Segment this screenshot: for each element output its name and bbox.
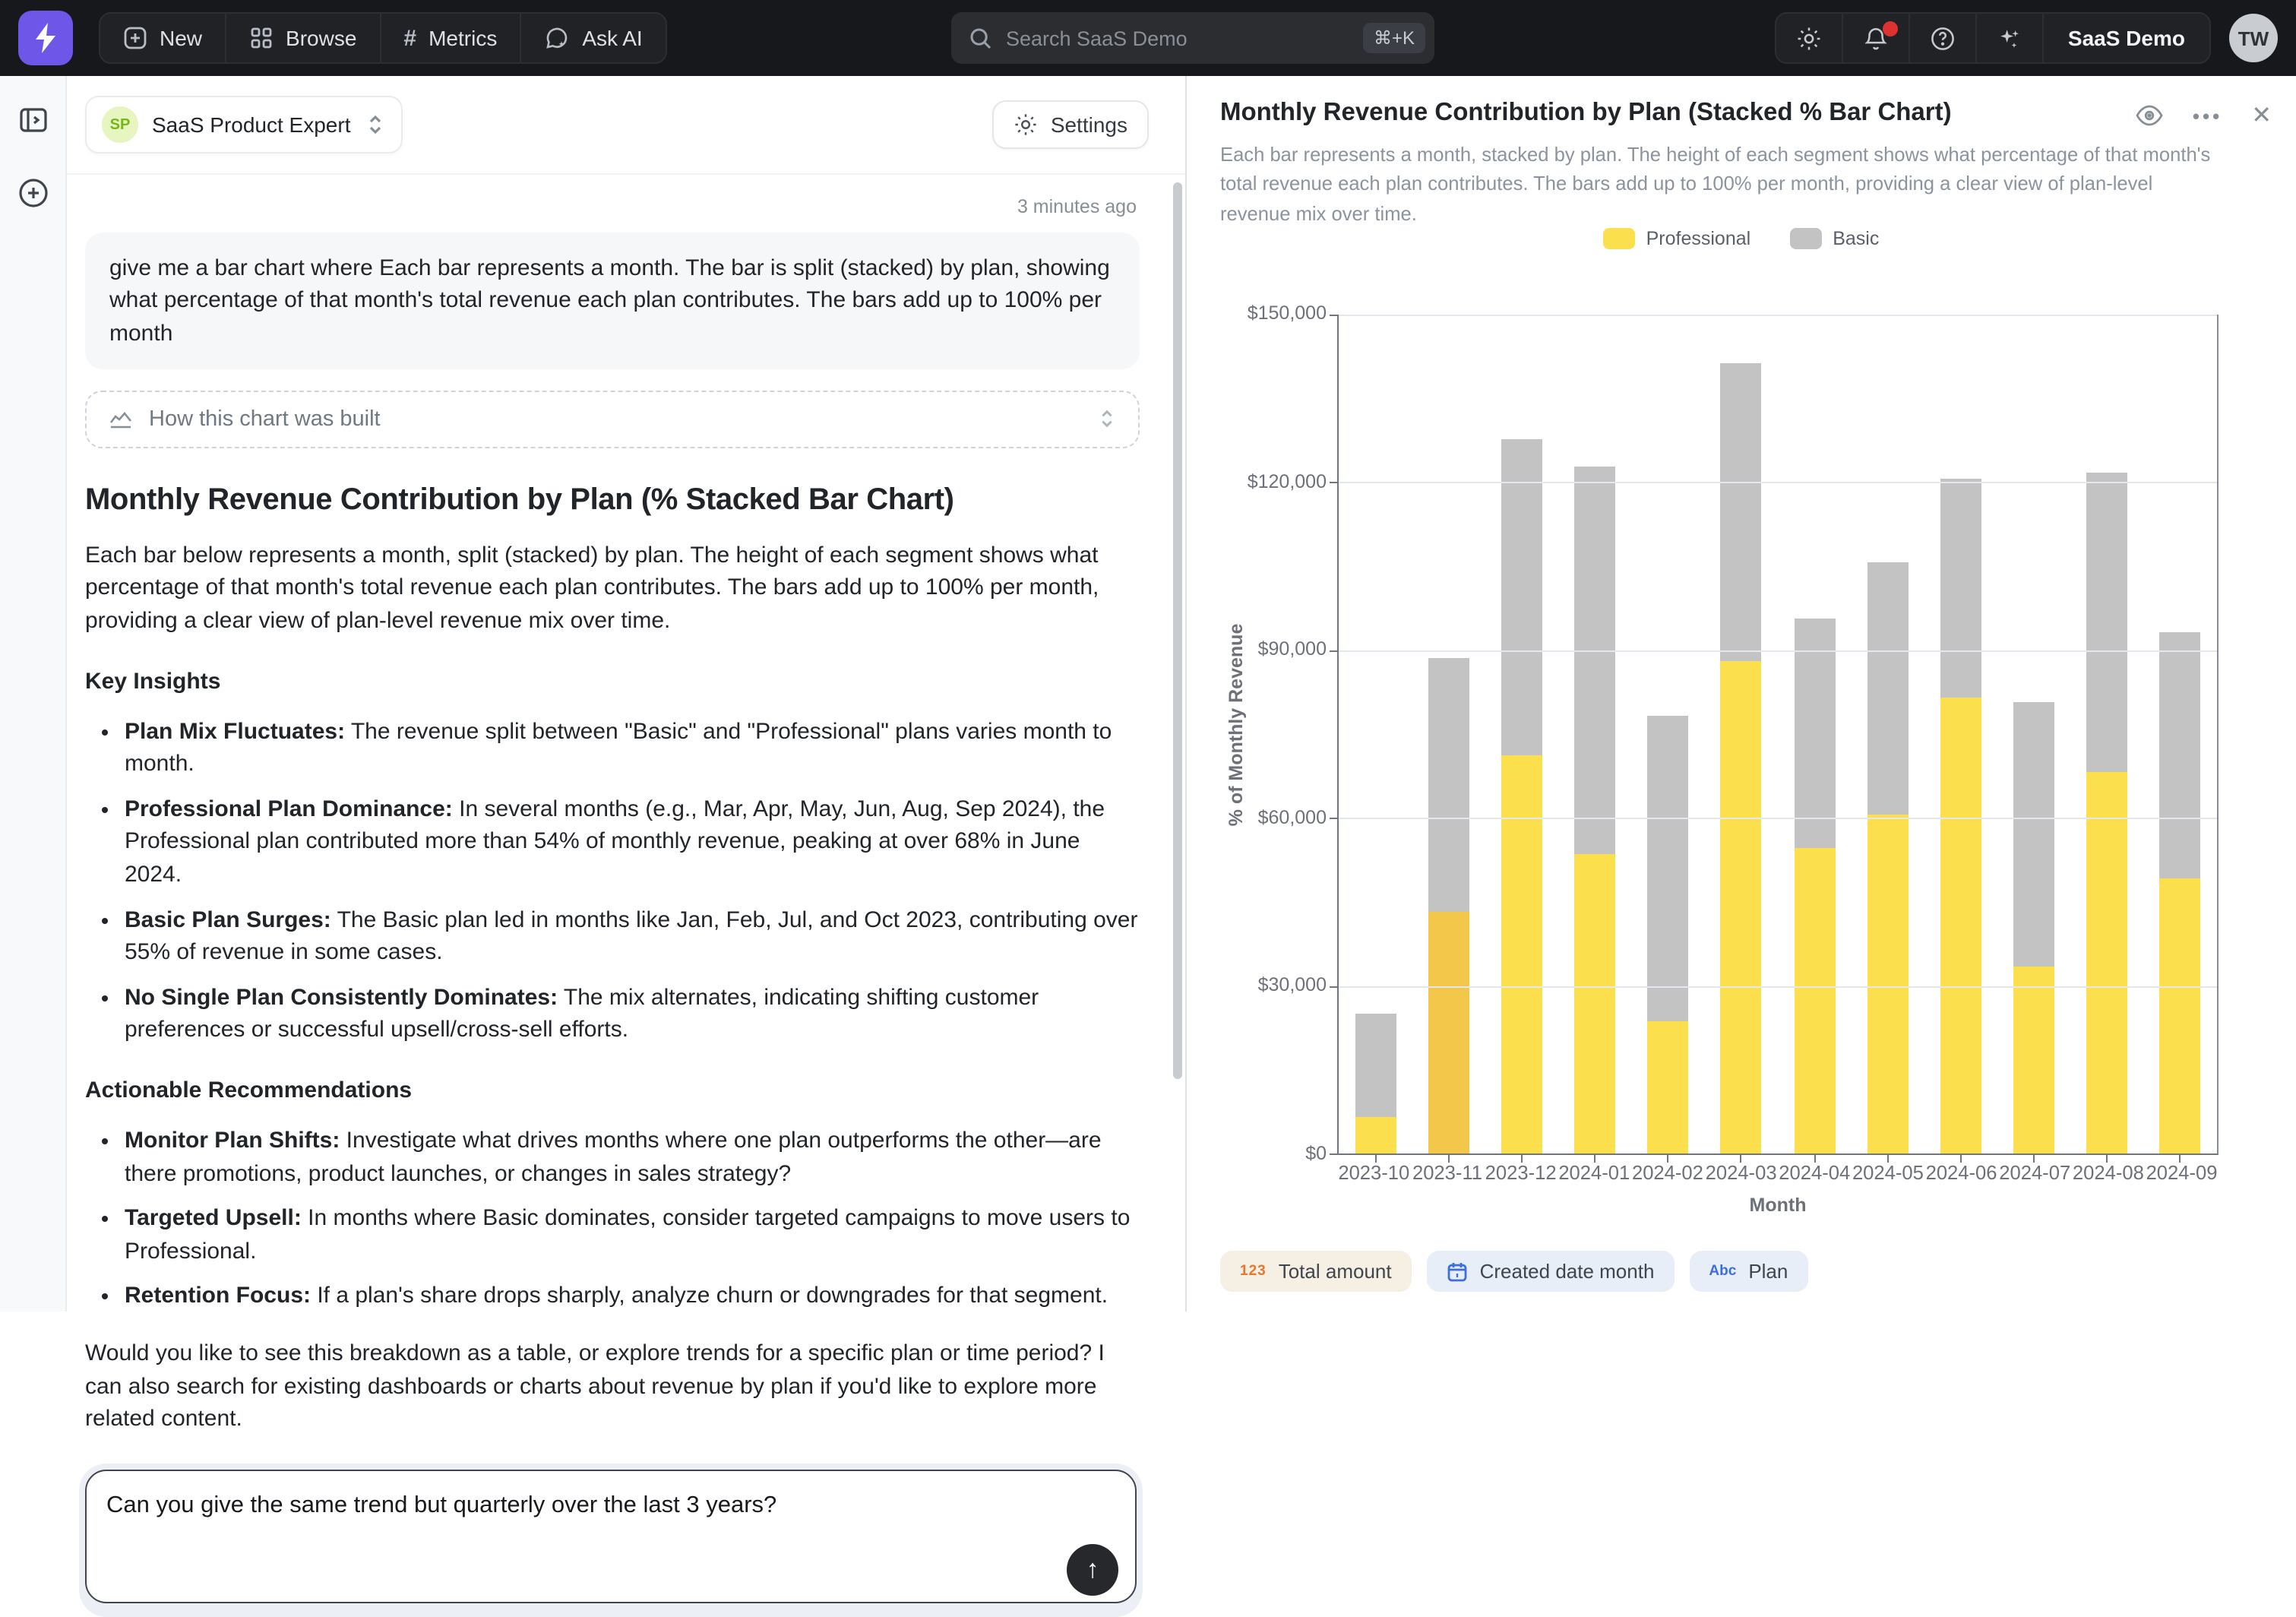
y-axis-tick-label: $60,000 [1257, 806, 1327, 828]
gridline [1339, 483, 2217, 484]
primary-nav [99, 12, 667, 64]
chevron-selector-icon [1097, 408, 1117, 431]
x-axis-tick-label: 2024-03 [1705, 1161, 1777, 1184]
nav-browse-button[interactable] [226, 14, 381, 62]
bar-segment-basic[interactable] [1867, 562, 1909, 815]
list-item: • Monitor Plan Shifts: Investigate what drives months where one plan outperforms the other—are there promotions, product launches, or changes in sales strategy? [125, 1125, 1140, 1190]
bar-segment-professional[interactable] [2013, 966, 2054, 1153]
chart-plot-area [1337, 315, 2219, 1155]
top-bar [0, 0, 2296, 76]
gridline [1339, 315, 2217, 316]
chat-scrollbar-thumb[interactable] [1173, 182, 1182, 1079]
y-axis-tick-label: $90,000 [1257, 638, 1327, 660]
nav-metrics-button[interactable] [381, 14, 521, 62]
gridline [1339, 818, 2217, 819]
dimension-badge-plan[interactable] [1689, 1251, 1807, 1292]
bar-segment-professional[interactable] [2160, 879, 2201, 1153]
article-closing: Would you like to see this breakdown as a table, or explore trends for a specific plan or time period? I can also search for existing dashboards or charts about revenue by plan if you'd like to explore more related content. [85, 1340, 1105, 1432]
toggle-sidebar-button[interactable] [13, 100, 52, 140]
notifications-button[interactable] [1843, 14, 1910, 62]
chat-input[interactable] [85, 1470, 1137, 1603]
x-axis-tick-label: 2024-07 [1999, 1161, 2071, 1184]
bar-2024-04[interactable] [1778, 315, 1851, 1153]
global-search-input[interactable] [951, 12, 1434, 64]
x-axis-tick-label: 2023-10 [1338, 1161, 1410, 1184]
legend-swatch [1790, 228, 1822, 249]
y-axis-tick-label: $0 [1305, 1143, 1327, 1164]
bar-2023-11[interactable] [1412, 315, 1485, 1153]
y-axis-tick [1330, 818, 1339, 819]
abc-icon: Abc [1709, 1263, 1737, 1280]
badge-label: Created date month [1479, 1260, 1655, 1283]
sparkles-icon [1997, 25, 2022, 51]
x-axis-tick-label: 2024-09 [2146, 1161, 2218, 1184]
x-axis-tick-label: 2024-02 [1631, 1161, 1703, 1184]
y-axis-tick-label: $30,000 [1257, 974, 1327, 996]
bar-segment-basic[interactable] [2013, 702, 2054, 966]
recommendations-list [85, 1125, 1140, 1313]
user-message-bubble: give me a bar chart where Each bar represents a month. The bar is split (stacked) by plan, showing what percentage of that month's total revenue each plan contributes. The bars add up to 100% per month [85, 233, 1140, 369]
org-switcher[interactable]: SaaS Demo [2067, 26, 2185, 50]
chat-message-list [67, 173, 1185, 1457]
chart-legend [1187, 228, 2296, 249]
agent-name: SaaS Product Expert [152, 112, 351, 137]
main-area [0, 76, 2296, 1584]
article-intro: Each bar below represents a month, split (stacked) by plan. The height of each segment shows what percentage of that month's total revenue each plan contributes. The bars add up to 100% per month, providing a clear view of plan-level revenue mix over time. [85, 542, 1099, 634]
bar-segment-professional[interactable] [1574, 854, 1615, 1153]
nav-browse-label: Browse [286, 26, 357, 50]
bar-segment-basic[interactable] [2087, 473, 2128, 772]
bar-segment-basic[interactable] [1648, 717, 1689, 1022]
nav-new-button[interactable] [100, 14, 226, 62]
agent-settings-button[interactable] [993, 100, 1149, 149]
hash-icon: # [403, 25, 417, 51]
y-axis-tick-label: $120,000 [1247, 470, 1327, 492]
bar-segment-basic[interactable] [1355, 1014, 1396, 1117]
chart-panel [1187, 76, 2296, 1312]
gear-icon [1014, 112, 1039, 137]
chat-scrollbar-track[interactable] [1172, 176, 1184, 1305]
y-axis-tick [1330, 483, 1339, 484]
area-chart-icon [108, 408, 134, 431]
bar-2024-05[interactable] [1851, 315, 1924, 1153]
bar-segment-professional[interactable] [1355, 1117, 1396, 1153]
nav-ask-ai-label: Ask AI [582, 26, 643, 50]
dimension-badge-created-date-month[interactable] [1427, 1251, 1675, 1292]
number-icon: 123 [1240, 1263, 1267, 1280]
bar-series [1339, 315, 2217, 1153]
x-axis-tick-label: 2024-04 [1779, 1161, 1851, 1184]
bar-2023-10[interactable] [1339, 315, 1412, 1153]
y-axis-title: % of Monthly Revenue [1225, 623, 1247, 827]
gridline [1339, 650, 2217, 652]
how-chart-built-toggle[interactable] [85, 391, 1140, 448]
field-badges [1220, 1251, 1807, 1292]
bar-segment-basic[interactable] [1574, 467, 1615, 854]
x-axis-tick-label: 2024-08 [2072, 1161, 2144, 1184]
bar-2024-09[interactable] [2144, 315, 2217, 1153]
bar-segment-professional[interactable] [1501, 756, 1542, 1154]
insights-list [85, 715, 1140, 1047]
search-placeholder: Search SaaS Demo [1006, 27, 1188, 49]
bar-segment-professional[interactable] [1721, 660, 1762, 1153]
agent-avatar: SP [102, 106, 138, 143]
badge-label: Total amount [1278, 1260, 1392, 1283]
notification-dot [1883, 21, 1898, 36]
x-axis-tick-label: 2024-05 [1852, 1161, 1924, 1184]
bar-segment-professional[interactable] [1794, 848, 1835, 1153]
recommendations-heading: Actionable Recommendations [85, 1077, 413, 1104]
assistant-message [85, 483, 1140, 1436]
search-shortcut-badge: ⌘+K [1363, 23, 1425, 53]
bar-2024-07[interactable] [1997, 315, 2070, 1153]
article-title: Monthly Revenue Contribution by Plan (% Stacked Bar Chart) [85, 483, 954, 517]
bar-2024-08[interactable] [2070, 315, 2143, 1153]
lightning-bolt-icon [32, 23, 59, 53]
y-axis-tick [1330, 1153, 1339, 1155]
list-item: • Professional Plan Dominance: In several months (e.g., Mar, Apr, May, Jun, Aug, Sep 2024), the Professional plan contributed more than 54% of monthly revenue, peaking at over 68% in June 2024. [125, 793, 1140, 892]
bar-2024-06[interactable] [1924, 315, 1997, 1153]
bar-segment-professional[interactable] [1940, 697, 1981, 1153]
more-options-button[interactable]: ••• [2192, 104, 2223, 127]
agent-selector[interactable] [85, 96, 403, 153]
close-panel-button[interactable]: ✕ [2251, 103, 2272, 129]
chart-panel-title: Monthly Revenue Contribution by Plan (Stacked % Bar Chart) [1220, 99, 1952, 126]
x-axis-title: Month [1749, 1195, 1807, 1216]
eye-icon [2135, 105, 2164, 126]
chart-panel-actions [2135, 100, 2272, 131]
grid-icon [249, 26, 274, 50]
message-timestamp: 3 minutes ago [1017, 196, 1137, 217]
nav-new-label: New [160, 26, 203, 50]
ai-sparkles-button[interactable] [1977, 14, 2044, 62]
y-axis-tick [1330, 650, 1339, 652]
chat-sparkle-icon [544, 25, 570, 51]
calendar-icon [1447, 1261, 1468, 1282]
legend-label: Professional [1646, 228, 1751, 249]
x-axis-tick-label: 2024-06 [1925, 1161, 1997, 1184]
gear-icon [1796, 25, 1822, 51]
y-axis-tick [1330, 315, 1339, 316]
bar-segment-professional[interactable] [1648, 1022, 1689, 1153]
bar-segment-basic[interactable] [1940, 479, 1981, 698]
chat-header [67, 76, 1185, 173]
x-axis-tick-label: 2023-12 [1485, 1161, 1557, 1184]
x-axis-labels [1337, 1161, 2219, 1184]
search-icon [969, 27, 992, 49]
list-item: • Targeted Upsell: In months where Basic dominates, consider targeted campaigns to move users to Professional. [125, 1202, 1140, 1267]
nav-metrics-label: Metrics [429, 26, 498, 50]
y-axis-tick-label: $150,000 [1247, 302, 1327, 324]
bar-segment-basic[interactable] [2160, 632, 2201, 878]
left-rail [0, 76, 67, 1312]
bar-2023-12[interactable] [1485, 315, 1558, 1153]
list-item: • No Single Plan Consistently Dominates: The mix alternates, indicating shifting customer preferences or successful upsell/cross-sell efforts. [125, 982, 1140, 1047]
app-logo[interactable] [18, 11, 73, 65]
help-icon [1930, 25, 1956, 51]
metric-badge-total-amount[interactable] [1220, 1251, 1412, 1292]
chat-input-container [79, 1464, 1143, 1617]
y-axis-tick [1330, 986, 1339, 987]
bar-2024-01[interactable] [1558, 315, 1631, 1153]
arrow-up-icon: ↑ [1086, 1554, 1099, 1584]
list-item: • Retention Focus: If a plan's share drops sharply, analyze churn or downgrades for that segment. [125, 1280, 1140, 1313]
plus-square-icon [123, 26, 147, 50]
bar-segment-basic[interactable] [1794, 619, 1835, 848]
chart-panel-description: Each bar represents a month, stacked by plan. The height of each segment shows what percentage of that month's total revenue each plan contributes. The bars add up to 100% per month, providing a clear view of plan-level revenue mix over time. [1220, 143, 2211, 225]
y-axis-labels [1187, 302, 1327, 1164]
list-item: • Plan Mix Fluctuates: The revenue split between "Basic" and "Professional" plans varies month to month. [125, 715, 1140, 780]
x-axis-tick-label: 2024-01 [1558, 1161, 1630, 1184]
insights-heading: Key Insights [85, 668, 221, 695]
how-built-label: How this chart was built [149, 407, 381, 432]
topbar-icon-group [1775, 12, 2211, 64]
plus-circle-icon [16, 176, 49, 210]
bar-2024-03[interactable] [1705, 315, 1778, 1153]
badge-label: Plan [1748, 1260, 1788, 1283]
view-eye-button[interactable] [2135, 105, 2164, 126]
bar-segment-basic[interactable] [1721, 363, 1762, 660]
help-button[interactable] [1910, 14, 1977, 62]
settings-label: Settings [1050, 112, 1127, 137]
bar-segment-basic[interactable] [1428, 658, 1469, 913]
bar-segment-professional[interactable] [2087, 773, 2128, 1153]
bar-segment-professional[interactable] [1867, 815, 1909, 1153]
new-thread-button[interactable] [13, 173, 52, 213]
legend-item-basic[interactable] [1790, 228, 1879, 249]
chevron-selector-icon [365, 112, 386, 137]
gridline [1339, 986, 2217, 987]
settings-gear-button[interactable] [1776, 14, 1843, 62]
topbar-right [1775, 12, 2278, 64]
legend-item-professional[interactable] [1604, 228, 1751, 249]
chat-panel [67, 76, 1187, 1584]
panel-toggle-icon [16, 105, 49, 135]
user-avatar[interactable]: TW [2229, 14, 2278, 62]
bar-segment-basic[interactable] [1501, 439, 1542, 756]
x-axis-tick-label: 2023-11 [1412, 1161, 1482, 1184]
legend-label: Basic [1833, 228, 1880, 249]
send-button[interactable] [1067, 1544, 1118, 1596]
legend-swatch [1604, 228, 1636, 249]
bar-segment-professional[interactable] [1428, 913, 1469, 1153]
list-item: • Basic Plan Surges: The Basic plan led in months like Jan, Feb, Jul, and Oct 2023, contributing over 55% of revenue in some cases. [125, 903, 1140, 969]
nav-ask-ai-button[interactable] [521, 14, 665, 62]
bar-2024-02[interactable] [1631, 315, 1704, 1153]
